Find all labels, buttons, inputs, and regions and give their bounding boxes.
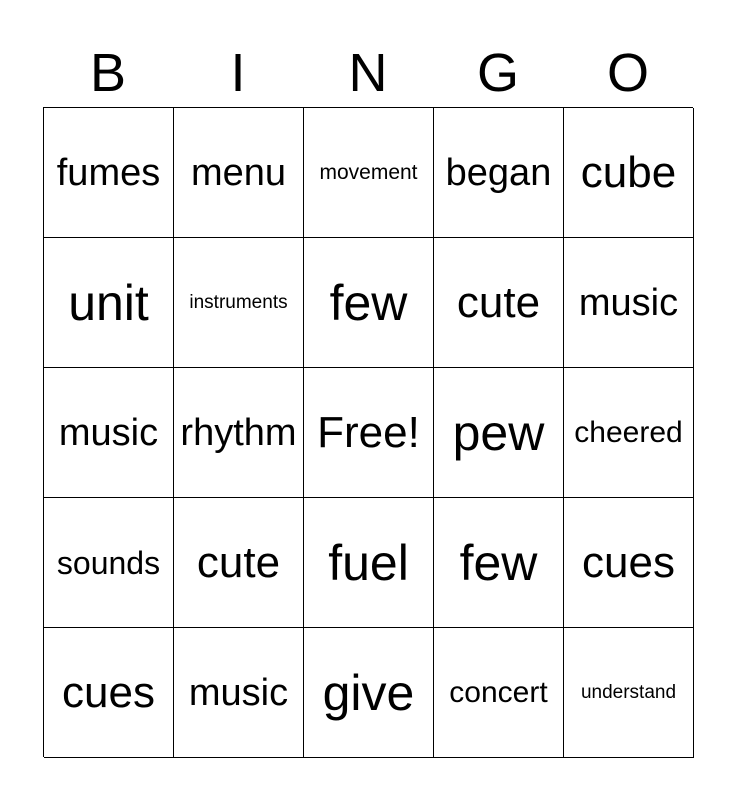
header-letter-g: G	[476, 43, 519, 103]
bingo-cell-r3-c5[interactable]: cheered	[564, 368, 694, 498]
header-letter-i: I	[230, 43, 246, 103]
bingo-cell-r2-c3[interactable]: few	[304, 238, 434, 368]
bingo-cell-r5-c1[interactable]: cues	[44, 628, 174, 758]
bingo-cell-r1-c2[interactable]: menu	[174, 108, 304, 238]
bingo-cell-r1-c3[interactable]: movement	[304, 108, 434, 238]
bingo-cell-r4-c2[interactable]: cute	[174, 498, 304, 628]
bingo-cell-r2-c2[interactable]: instruments	[174, 238, 304, 368]
bingo-cell-r5-c5[interactable]: understand	[564, 628, 694, 758]
bingo-cell-r5-c4[interactable]: concert	[434, 628, 564, 758]
header-letter-b: B	[89, 43, 127, 103]
bingo-board	[43, 107, 693, 757]
header-letter-n: N	[348, 43, 388, 103]
bingo-cell-r5-c2[interactable]: music	[174, 628, 304, 758]
bingo-cell-r5-c3[interactable]: give	[304, 628, 434, 758]
bingo-cell-r3-c4[interactable]: pew	[434, 368, 564, 498]
bingo-cell-r1-c4[interactable]: began	[434, 108, 564, 238]
bingo-cell-r4-c1[interactable]: sounds	[44, 498, 174, 628]
bingo-cell-r2-c4[interactable]: cute	[434, 238, 564, 368]
bingo-cell-r2-c5[interactable]: music	[564, 238, 694, 368]
bingo-cell-r4-c3[interactable]: fuel	[304, 498, 434, 628]
bingo-header	[43, 40, 693, 106]
bingo-cell-r1-c1[interactable]: fumes	[44, 108, 174, 238]
bingo-cell-r2-c1[interactable]: unit	[44, 238, 174, 368]
bingo-cell-r1-c5[interactable]: cube	[564, 108, 694, 238]
bingo-cell-r3-c1[interactable]: music	[44, 368, 174, 498]
bingo-cell-r3-c2[interactable]: rhythm	[174, 368, 304, 498]
bingo-cell-r3-c3[interactable]: Free!	[304, 368, 434, 498]
bingo-cell-r4-c4[interactable]: few	[434, 498, 564, 628]
bingo-cell-r4-c5[interactable]: cues	[564, 498, 694, 628]
header-letter-o: O	[606, 43, 649, 103]
